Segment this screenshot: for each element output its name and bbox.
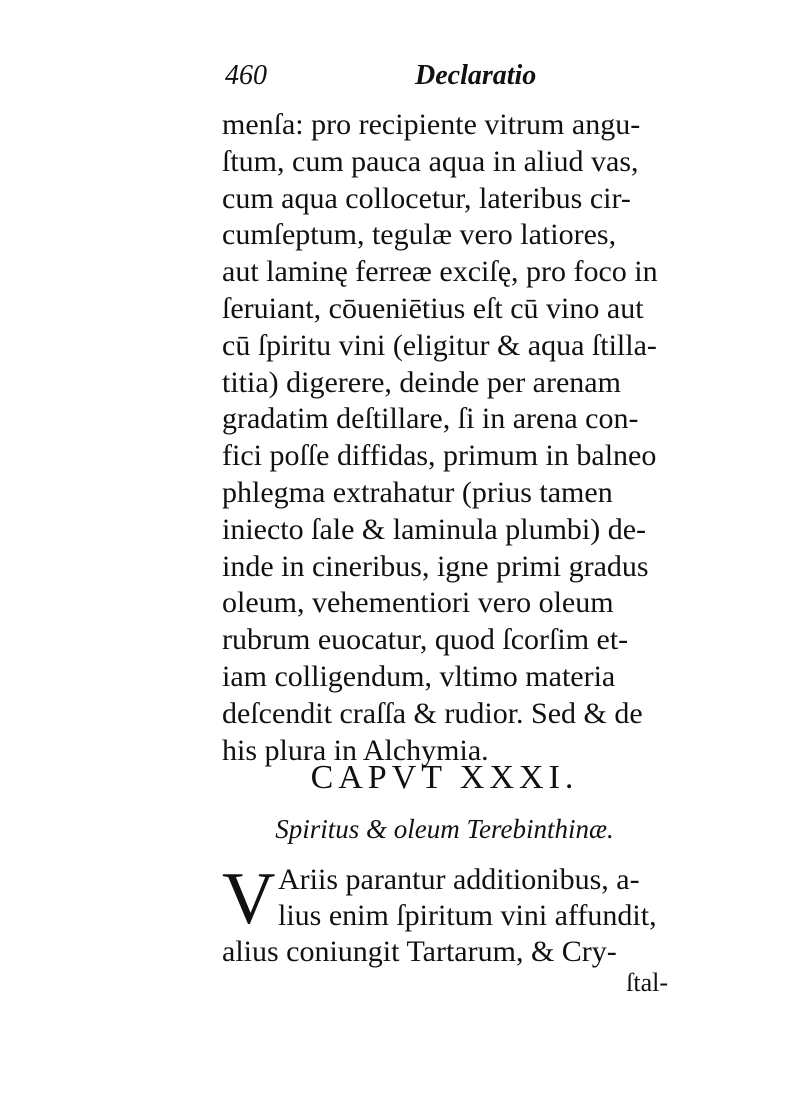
text-line: rubrum euocatur, quod ſcorſim et- (222, 623, 629, 657)
chapter-body (222, 858, 667, 970)
chapter-line: alius coniungit Tartarum, & Cry- (222, 935, 617, 968)
chapter-title: CAPVT XXXI. (310, 759, 579, 796)
text-line: menſa: pro recipiente vitrum angu- (222, 108, 641, 141)
chapter-line: lius enim ſpiritum vini affundit, (278, 899, 657, 932)
text-line: cumſeptum, tegulæ vero latiores, (222, 218, 617, 252)
text-line: his plura in Alchymia. (222, 733, 489, 767)
text-line: titia) digerere, deinde per arenam (222, 365, 621, 399)
text-line: deſcendit craſſa & rudior. Sed & de (222, 696, 643, 730)
catchword: ſtal- (626, 968, 668, 997)
text-line: ſtum, cum pauca aqua in aliud vas, (222, 144, 639, 178)
text-line: ſeruiant, cōueniētius eſt cū vino aut (222, 291, 644, 325)
text-line: gradatim deſtillare, ſi in arena con- (222, 402, 639, 436)
text-line: cū ſpiritu vini (eligitur & aqua ſtilla- (222, 328, 657, 362)
body-text (222, 107, 667, 769)
text-line: iam colligendum, vltimo materia (222, 659, 616, 693)
text-line: aut laminę ferreæ exciſę, pro foco in (222, 255, 658, 289)
text-line: cum aqua collocetur, lateribus cir- (222, 181, 631, 215)
drop-cap: V (222, 858, 276, 940)
chapter-line: Ariis parantur additionibus, a- (278, 863, 640, 896)
text-line: inde in cineribus, igne primi gradus (222, 549, 649, 583)
page-number: 460 (225, 60, 267, 91)
text-line: phlegma extrahatur (prius tamen (222, 475, 613, 509)
page-header (225, 60, 665, 100)
chapter-subtitle: Spiritus & oleum Terebinthinæ. (275, 814, 614, 844)
text-line: iniecto ſale & laminula plumbi) de- (222, 512, 647, 546)
running-head: Declaratio (415, 60, 537, 91)
text-line: oleum, vehementiori vero oleum (222, 586, 614, 620)
text-line: fici poſſe diffidas, primum in balneo (222, 439, 657, 473)
